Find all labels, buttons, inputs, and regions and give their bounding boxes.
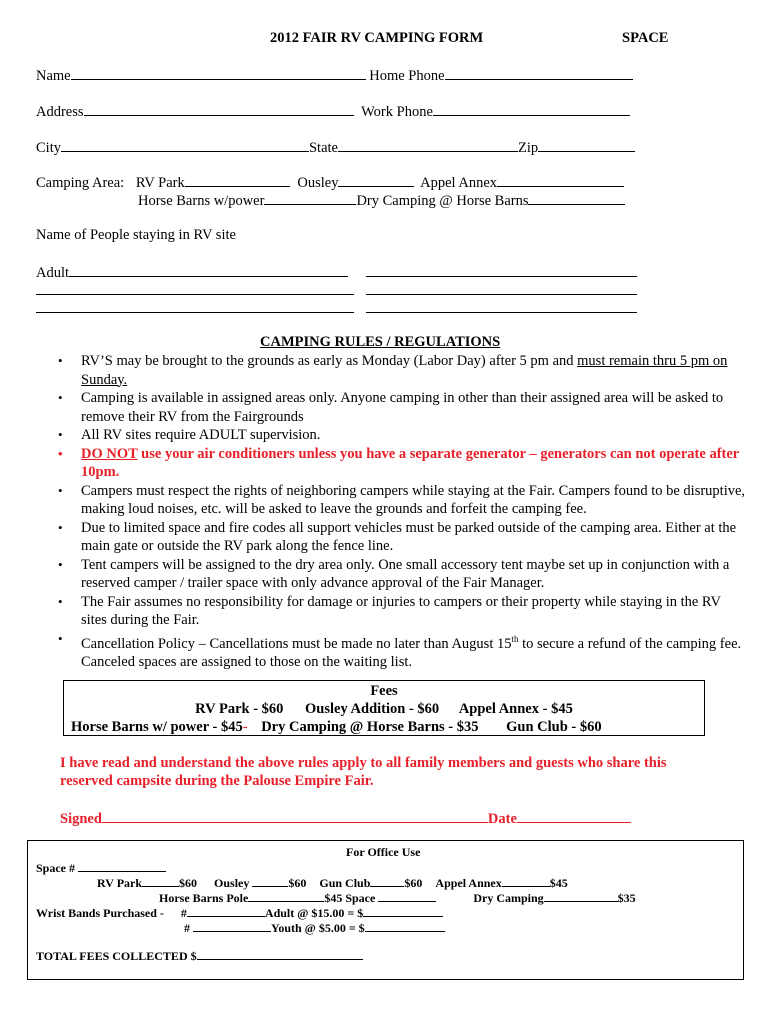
bullet-icon: • — [58, 445, 63, 461]
office-total-row: TOTAL FEES COLLECTED $ — [36, 948, 363, 963]
adult-field-2[interactable] — [366, 276, 637, 277]
bullet-icon: • — [58, 390, 63, 405]
bullet-icon: • — [58, 427, 63, 442]
ousley-field[interactable] — [338, 172, 414, 187]
name-label: Name — [36, 68, 71, 84]
agreement-line-1: I have read and understand the above rules apply to all family members and guests who share this — [60, 755, 667, 771]
home-phone-label: Home Phone — [369, 68, 445, 84]
date-label: Date — [487, 811, 517, 827]
office-youth-row: # Youth @ $5.00 = $ — [184, 920, 445, 935]
adult-field-4[interactable] — [366, 294, 637, 295]
agreement-line-2: reserved campsite during the Palouse Empire Fair. — [60, 773, 374, 789]
name-row — [36, 65, 633, 85]
rule-item: • The Fair assumes no responsibility for damage or injuries to campers or their property while staying in the RV sites during the Fair. — [58, 593, 721, 628]
fee-gun-club: Gun Club - $60 — [506, 719, 602, 735]
rv-park-option-label: RV Park — [135, 175, 185, 191]
fees-box — [63, 680, 705, 736]
adult-field-3[interactable] — [36, 294, 354, 295]
signed-label: Signed — [60, 811, 102, 827]
rule-item: • Cancellation Policy – Cancellations must be made no later than August 15th to secure a refund of the camping fee. Canceled spaces are assigned to those on the waiting list. — [58, 630, 742, 670]
address-row — [36, 101, 630, 121]
home-phone-field[interactable] — [445, 65, 633, 80]
office-use-box — [27, 840, 744, 980]
city-field[interactable] — [61, 137, 309, 152]
office-horse-space-field[interactable] — [378, 890, 436, 902]
office-dry-field[interactable] — [544, 890, 618, 902]
signature-field[interactable] — [102, 808, 488, 823]
fees-row-2: Horse Barns w/ power - $45- Dry Camping @ Horse Barns - $35 Gun Club - $60 — [71, 719, 602, 735]
form-title: 2012 FAIR RV CAMPING FORM — [270, 30, 484, 46]
bullet-icon: • — [58, 630, 63, 646]
office-adult-total-field[interactable] — [363, 905, 443, 917]
horse-barns-option-label: Horse Barns w/power — [138, 193, 265, 209]
camping-area-label: Camping Area: — [36, 175, 125, 191]
office-row-2: Horse Barns Pole $45 Space Dry Camping $35 — [159, 891, 636, 905]
zip-label: Zip — [517, 140, 539, 156]
office-youth-count-field[interactable] — [193, 920, 271, 932]
rule-item: • Camping is available in assigned areas only. Anyone camping in other than their assigned area will be asked to remove their RV from the Fairgrounds — [58, 390, 724, 425]
dry-camping-field[interactable] — [528, 190, 625, 205]
office-space-row: Space # — [36, 860, 166, 875]
address-label: Address — [36, 104, 84, 120]
adult-label: Adult — [36, 265, 70, 281]
office-gun-field[interactable] — [370, 875, 404, 887]
office-wristbands-row: Wrist Bands Purchased - # Adult @ $15.00 = $ — [36, 905, 443, 920]
rv-park-field[interactable] — [185, 172, 290, 187]
fee-horse-barns: Horse Barns w/ power - $45 — [71, 719, 243, 735]
rule-item-warning: • DO NOT use your air conditioners unless you have a separate generator – generators can not operate after 10pm. — [58, 445, 739, 480]
rule-item: • Due to limited space and fire codes all support vehicles must be parked outside of the camping area. Either at the main gate or outside the RV park along the fence line. — [58, 519, 737, 554]
adult-field-1[interactable] — [69, 262, 348, 277]
adult-field-6[interactable] — [366, 312, 637, 313]
rule-item: • Tent campers will be assigned to the dry area only. One small accessory tent maybe set up in conjunction with a reserved camper / trailer space with only advance approval of the Fair Manager. — [58, 556, 730, 591]
fee-dry-camping: Dry Camping @ Horse Barns - $35 — [261, 719, 479, 735]
office-space-field[interactable] — [78, 860, 166, 872]
horse-barns-field[interactable] — [264, 190, 356, 205]
camping-area-row-2 — [138, 190, 625, 210]
fees-row-1 — [64, 700, 704, 718]
office-total-field[interactable] — [197, 948, 363, 960]
adult-row — [36, 262, 348, 282]
fee-appel: Appel Annex - $45 — [458, 701, 573, 717]
dry-camping-option-label: Dry Camping @ Horse Barns — [356, 193, 529, 209]
adult-field-5[interactable] — [36, 312, 354, 313]
rule-item: • All RV sites require ADULT supervision. — [58, 427, 321, 443]
bullet-icon: • — [58, 556, 63, 572]
bullet-icon: • — [58, 482, 63, 498]
rule-item: • Campers must respect the rights of neighboring campers while staying at the Fair. Campers found to be disruptive, making loud noises, etc. will be asked to leave the grounds and forfeit the camping fee. — [58, 482, 746, 517]
office-appel-field[interactable] — [502, 875, 550, 887]
appel-annex-option-label: Appel Annex — [420, 175, 498, 191]
rules-heading: CAMPING RULES / REGULATIONS — [260, 334, 501, 350]
office-adult-count-field[interactable] — [187, 905, 265, 917]
address-field[interactable] — [84, 101, 354, 116]
fee-rv-park: RV Park - $60 — [195, 701, 284, 717]
work-phone-field[interactable] — [433, 101, 630, 116]
city-label: City — [36, 140, 61, 156]
people-label: Name of People staying in RV site — [36, 227, 236, 243]
date-field[interactable] — [517, 808, 631, 823]
bullet-icon: • — [58, 593, 63, 609]
fees-title: Fees — [370, 683, 398, 699]
state-field[interactable] — [338, 137, 518, 152]
bullet-icon: • — [58, 519, 63, 535]
appel-annex-field[interactable] — [497, 172, 624, 187]
work-phone-label: Work Phone — [361, 104, 433, 120]
city-row — [36, 137, 635, 157]
space-label: SPACE — [622, 30, 669, 46]
rules-list — [58, 352, 748, 671]
office-ousley-field[interactable] — [252, 875, 288, 887]
bullet-icon: • — [58, 353, 63, 368]
zip-field[interactable] — [538, 137, 635, 152]
signature-row — [60, 808, 631, 828]
office-title: For Office Use — [346, 845, 421, 859]
camping-area-row — [36, 172, 624, 192]
office-youth-total-field[interactable] — [365, 920, 445, 932]
ousley-option-label: Ousley — [297, 175, 339, 191]
rule-item: • RV’S may be brought to the grounds as early as Monday (Labor Day) after 5 pm and must remain thru 5 pm on Sunday. — [58, 353, 728, 388]
office-rv-field[interactable] — [142, 875, 179, 887]
name-field[interactable] — [71, 65, 366, 80]
office-row-1: RV Park $60 Ousley $60 Gun Club $60 Appel Annex $45 — [97, 876, 568, 890]
office-horse-field[interactable] — [248, 890, 324, 902]
fee-ousley: Ousley Addition - $60 — [305, 701, 440, 717]
state-label: State — [308, 140, 338, 156]
